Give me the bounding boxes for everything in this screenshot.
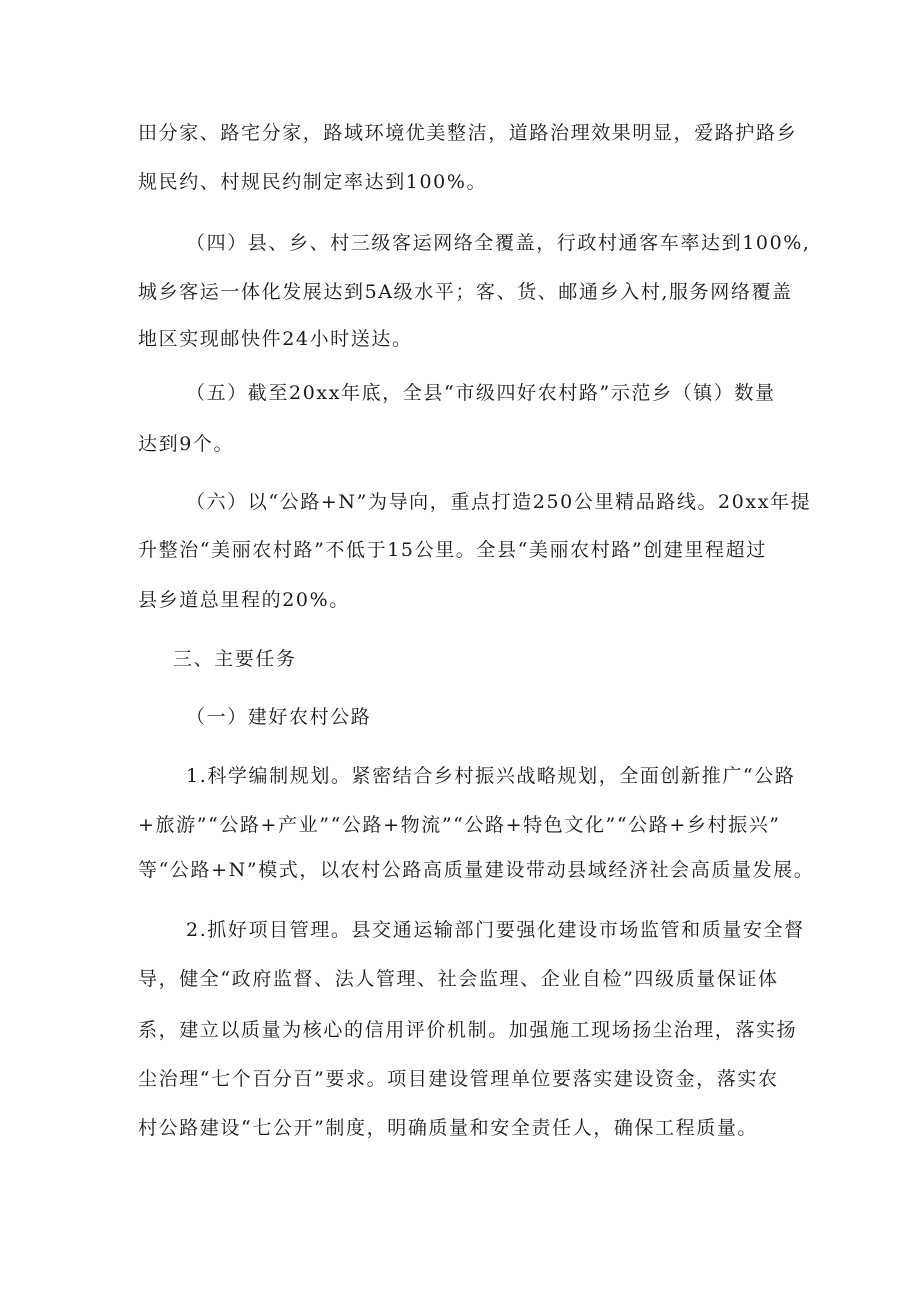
text-line: 村公路建设“七公开”制度，明确质量和安全责任人，确保工程质量。 — [138, 1117, 759, 1139]
text-line: 导，健全“政府监督、法人管理、社会监理、企业自检”四级质量保证体 — [138, 968, 779, 990]
subsection-heading: （一）建好农村公路 — [186, 706, 372, 728]
text-line: 田分家、路宅分家，路域环境优美整洁，道路治理效果明显，爱路护路乡 — [138, 122, 798, 144]
text-line: 2.抓好项目管理。县交通运输部门要强化建设市场监管和质量安全督 — [186, 919, 805, 941]
text-line: 系，建立以质量为核心的信用评价机制。加强施工现场扬尘治理，落实扬 — [138, 1019, 798, 1041]
text-line: 县乡道总里程的20%。 — [138, 589, 350, 611]
text-line: 城乡客运一体化发展达到5A级水平；客、货、邮通乡入村,服务网络覆盖 — [138, 281, 793, 303]
text-line: 规民约、村规民约制定率达到100%。 — [138, 171, 488, 193]
text-line: 尘治理“七个百分百”要求。项目建设管理单位要落实建设资金，落实农 — [138, 1068, 779, 1090]
text-line: 1.科学编制规划。紧密结合乡村振兴战略规划，全面创新推广“公路 — [186, 765, 796, 787]
text-line: （六）以“公路+N”为导向，重点打造250公里精品路线。20xx年提 — [186, 491, 812, 513]
text-line: 达到9个。 — [138, 433, 235, 455]
text-line: +旅游”“公路+产业”“公路+物流”“公路+特色文化”“公路+乡村振兴” — [138, 814, 781, 836]
section-heading: 三、主要任务 — [173, 648, 297, 670]
text-line: （五）截至20xx年底，全县“市级四好农村路”示范乡（镇）数量 — [186, 382, 776, 404]
text-line: 地区实现邮快件24小时送达。 — [138, 328, 413, 350]
text-line: （四）县、乡、村三级客运网络全覆盖，行政村通客车率达到100%, — [186, 232, 811, 254]
text-line: 升整治“美丽农村路”不低于15公里。全县“美丽农村路”创建里程超过 — [138, 539, 767, 561]
text-line: 等“公路+N”模式，以农村公路高质量建设带动县域经济社会高质量发展。 — [138, 859, 815, 881]
